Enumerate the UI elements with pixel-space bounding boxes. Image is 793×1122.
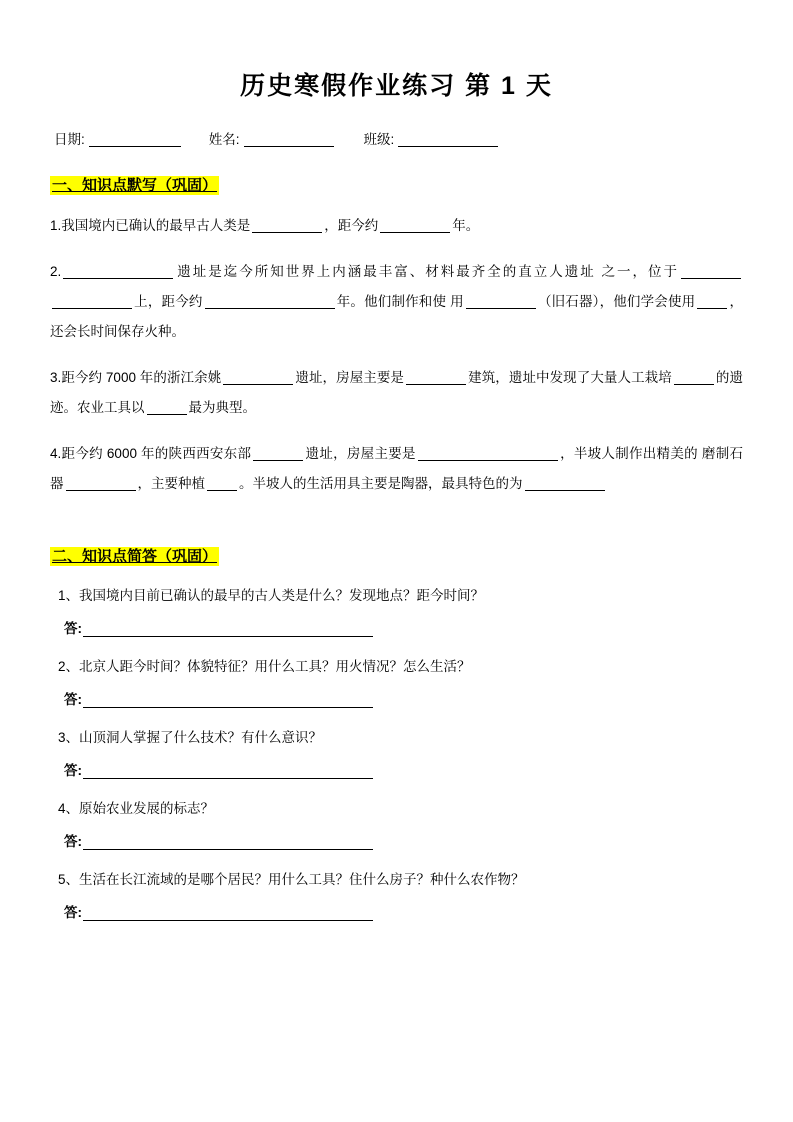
q1-text-a: 我国境内已确认的最早古人类是: [61, 218, 251, 233]
answer-blank[interactable]: [83, 906, 373, 921]
answer-blank[interactable]: [83, 764, 373, 779]
section-two-heading-text: 二、知识点简答（巩固）: [52, 548, 218, 565]
q1-text-c: 年。: [452, 218, 480, 233]
answer-label: 答:: [64, 692, 82, 707]
short-answer-row[interactable]: [50, 759, 743, 779]
q1-blank-1[interactable]: [252, 218, 322, 233]
short-answer-item: [50, 797, 743, 850]
q1-number: 1.: [50, 218, 62, 233]
q3-blank-3[interactable]: [674, 370, 714, 385]
class-blank[interactable]: [398, 133, 498, 147]
q3-text-a: 距今约 7000 年的浙江余姚: [61, 370, 222, 385]
fill-blank-question-4: [50, 439, 743, 499]
answer-blank[interactable]: [83, 693, 373, 708]
q2-number: 2.: [50, 264, 62, 279]
q3-text-e: 最为典型。: [188, 400, 256, 415]
q3-text-b: 遗址，房屋主要是: [295, 370, 405, 385]
short-answer-question: 4、原始农业发展的标志？: [58, 801, 215, 816]
date-blank[interactable]: [89, 133, 181, 147]
fill-blank-question-3: [50, 363, 743, 423]
class-label: 班级:: [363, 132, 395, 147]
page-title: 历史寒假作业练习 第 1 天: [240, 72, 553, 100]
q4-blank-3[interactable]: [66, 476, 136, 491]
short-answer-row[interactable]: [50, 830, 743, 850]
short-answer-item: [50, 584, 743, 637]
short-answer-item: [50, 868, 743, 921]
date-label: 日期:: [54, 132, 85, 147]
q2-blank-6[interactable]: [697, 294, 727, 309]
q3-blank-1[interactable]: [223, 370, 293, 385]
section-two-heading: [50, 545, 219, 566]
short-answer-row[interactable]: [50, 617, 743, 637]
section-one: [50, 148, 743, 499]
answer-label: 答:: [64, 621, 82, 636]
short-answer-question: 1、我国境内目前已确认的最早的古人类是什么？发现地点？距今时间？: [58, 588, 485, 603]
class-field[interactable]: [364, 128, 505, 148]
q2-blank-2[interactable]: [681, 264, 741, 279]
fill-blank-question-1: [50, 211, 743, 241]
q3-text-c: 建筑，遗址中发现了大量人工栽培: [468, 370, 672, 385]
q4-blank-1[interactable]: [253, 446, 303, 461]
q3-number: 3.: [50, 370, 62, 385]
answer-label: 答:: [64, 763, 82, 778]
name-field[interactable]: [209, 128, 340, 148]
section-one-heading: [50, 174, 219, 195]
answer-blank[interactable]: [83, 835, 373, 850]
name-label: 姓名:: [208, 132, 240, 147]
date-field[interactable]: [54, 128, 187, 148]
section-two: [50, 545, 743, 921]
q3-blank-4[interactable]: [147, 400, 187, 415]
answer-label: 答:: [64, 905, 82, 920]
q4-blank-5[interactable]: [525, 476, 605, 491]
short-answer-row[interactable]: [50, 901, 743, 921]
q2-blank-5[interactable]: [466, 294, 536, 309]
q2-text-b: 上，距今约: [134, 294, 203, 309]
q3-text-d: 的遗迹。农业工具以: [50, 370, 744, 415]
q4-blank-2[interactable]: [418, 446, 558, 461]
short-answer-question: 5、生活在长江流域的是哪个居民？用什么工具？住什么房子？种什么农作物？: [58, 872, 525, 887]
short-answer-row[interactable]: [50, 688, 743, 708]
fill-blank-question-2: [50, 257, 743, 347]
q2-text-e: ，还会长时间保存火种。: [50, 294, 744, 339]
q4-number: 4.: [50, 446, 62, 461]
q2-blank-4[interactable]: [205, 294, 335, 309]
q4-text-e: 。半坡人的生活用具主要是陶器，最具特色的为: [239, 476, 523, 491]
q2-text-a: 遗址是迄今所知世界上内涵最丰富、材料最齐全的直立人遗址 之一，位于: [175, 264, 679, 279]
q2-text-d: （旧石器），他们学会使用: [537, 294, 696, 309]
section-one-heading-text: 一、知识点默写（巩固）: [52, 177, 218, 194]
short-answer-item: [50, 726, 743, 779]
answer-blank[interactable]: [83, 622, 373, 637]
q4-blank-4[interactable]: [207, 476, 237, 491]
q1-blank-2[interactable]: [380, 218, 450, 233]
q4-text-b: 遗址，房屋主要是: [305, 446, 416, 461]
q4-text-d: ，主要种植: [137, 476, 205, 491]
meta-row: [50, 128, 743, 148]
short-answer-question: 2、北京人距今时间？体貌特征？用什么工具？用火情况？怎么生活？: [58, 659, 471, 674]
q2-blank-1[interactable]: [63, 264, 173, 279]
q2-text-c: 年。他们制作和使 用: [336, 294, 464, 309]
q4-text-c: ，半坡人制作出精美的 磨制石器: [50, 446, 743, 491]
q4-text-a: 距今约 6000 年的陕西西安东部: [61, 446, 252, 461]
short-answer-item: [50, 655, 743, 708]
answer-label: 答:: [64, 834, 82, 849]
q1-text-b: ，距今约: [324, 218, 379, 233]
q2-blank-3[interactable]: [52, 294, 132, 309]
q3-blank-2[interactable]: [406, 370, 466, 385]
name-blank[interactable]: [244, 133, 334, 147]
short-answer-question: 3、山顶洞人掌握了什么技术？有什么意识？: [58, 730, 323, 745]
